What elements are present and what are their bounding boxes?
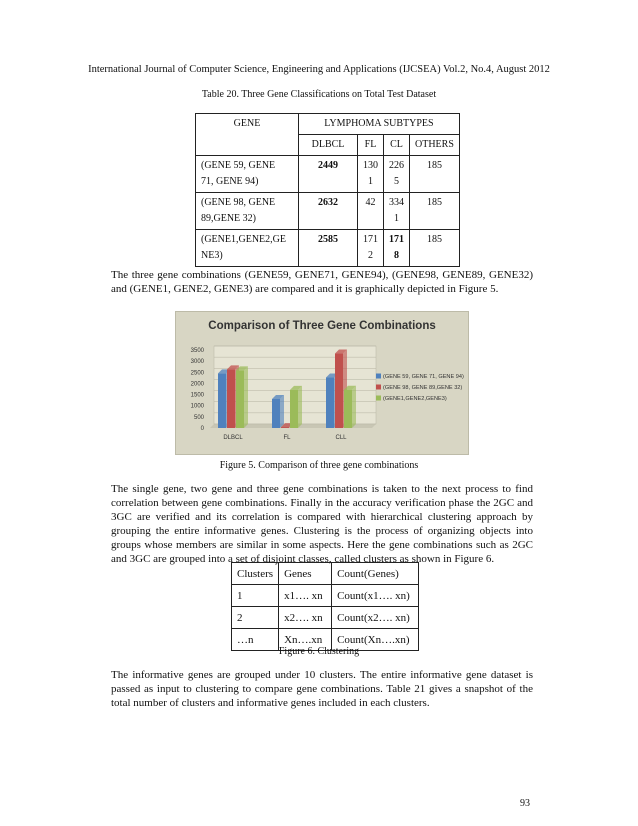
fl-cell: 171 2 [358,230,384,267]
paragraph-intro-figure5: The three gene combinations (GENE59, GENE71, GENE94), (GENE98, GENE89, GENE32) and (GENE1, GENE2, GENE3) are compared and it is graphically depicted in Figure 5. [111,269,533,295]
bar [335,354,343,428]
bar-chart-svg [176,312,468,454]
gene-cell: (GENE 59, GENE 71, GENE 94) [196,156,299,193]
col-cl: CL [384,135,410,156]
gene-cell: (GENE 98, GENE 89,GENE 32) [196,193,299,230]
cl-cell: 226 5 [384,156,410,193]
journal-header: International Journal of Computer Science, Engineering and Applications (IJCSEA) Vol.2, No.4, August 2012 [88,64,550,75]
bar [281,427,289,428]
dlbcl-cell: 2449 [299,156,358,193]
table-row [232,585,419,607]
x-tick-label: CLL [335,435,347,441]
cl-cell: 334 1 [384,193,410,230]
y-tick-label: 1000 [190,403,204,410]
genes-cell: x1…. xn [279,585,332,607]
bar [290,390,298,428]
bar-side [280,395,284,428]
table20 [195,113,460,267]
genes-cell: x2…. xn [279,607,332,629]
dlbcl-cell: 2632 [299,193,358,230]
legend-swatch [376,385,381,390]
table20-header-row [196,114,460,135]
bar [227,369,235,428]
table-row [196,156,460,193]
chart-title: Comparison of Three Gene Combinations [208,320,436,332]
bar-side [298,386,302,428]
header-count-genes: Count(Genes) [332,563,419,585]
y-tick-label: 500 [193,414,204,421]
cl-cell: 171 8 [384,230,410,267]
paragraph-clustering: The single gene, two gene and three gene combinations is taken to the next process to find correlation between gene combinations. Finally in the accuracy verification phase the 2GC and 3GC are verified and its correlation is compared with hierarchical clustering approach by grouping the entire informative genes. Clustering is the process of organizing objects into groups whose members are similar in some aspects. Here the gene combinations such as 2GC and 3GC are grouped into a set of disjoint classes, called clusters as shown in Figure 6. [111,483,533,565]
y-tick-label: 3500 [190,348,204,354]
col-fl: FL [358,135,384,156]
count-cell: Count(x2…. xn) [332,607,419,629]
figure5-chart [175,311,469,455]
figure6-table [231,562,419,651]
cluster-cell: 2 [232,607,279,629]
page-number: 93 [520,798,530,809]
legend-swatch [376,396,381,401]
bar [272,399,280,428]
table-row [196,230,460,267]
table-row [232,607,419,629]
header-clusters: Clusters [232,563,279,585]
bar [326,378,334,428]
count-cell: Count(Xn….xn) [332,629,419,651]
fl-cell: 130 1 [358,156,384,193]
figure6-caption: Figure 6. Clustering [278,646,360,657]
col-lymphoma-subtypes: LYMPHOMA SUBTYPES [299,114,460,135]
col-others: OTHERS [410,135,460,156]
legend-label: (GENE1,GENE2,GENE3) [383,396,447,402]
header-genes: Genes [279,563,332,585]
table20-caption: Table 20. Three Gene Classifications on Total Test Dataset [201,89,437,100]
y-tick-label: 3000 [190,359,204,366]
legend-swatch [376,374,381,379]
dlbcl-cell: 2585 [299,230,358,267]
x-tick-label: DLBCL [223,435,243,441]
bar [218,373,226,428]
genes-cell: Xn….xn [279,629,332,651]
bar [236,370,244,428]
others-cell: 185 [410,156,460,193]
others-cell: 185 [410,230,460,267]
table-row [196,193,460,230]
legend-label: (GENE 59, GENE 71, GENE 94) [383,374,464,380]
table-header-row [232,563,419,585]
paragraph-clusters-summary: The informative genes are grouped under 10 clusters. The entire informative gene dataset is passed as input to clustering to compare gene combinations. Table 21 gives a snapshot of the total number of clusters and informative genes included in each clusters. [111,669,533,709]
figure5-caption: Figure 5. Comparison of three gene combinations [219,460,419,471]
col-gene: GENE [196,114,299,156]
x-tick-label: FL [283,435,291,441]
others-cell: 185 [410,193,460,230]
col-dlbcl: DLBCL [299,135,358,156]
y-tick-label: 1500 [190,392,204,399]
y-tick-label: 2000 [190,381,204,388]
bar [344,390,352,428]
cluster-cell: …n [232,629,279,651]
gene-cell: (GENE1,GENE2,GE NE3) [196,230,299,267]
legend-label: (GENE 98, GENE 89,GENE 32) [383,385,463,391]
bar-side [244,366,248,428]
cluster-cell: 1 [232,585,279,607]
y-tick-label: 2500 [190,370,204,377]
y-tick-label: 0 [200,426,204,432]
bar-side [352,386,356,428]
count-cell: Count(x1…. xn) [332,585,419,607]
fl-cell: 42 [358,193,384,230]
